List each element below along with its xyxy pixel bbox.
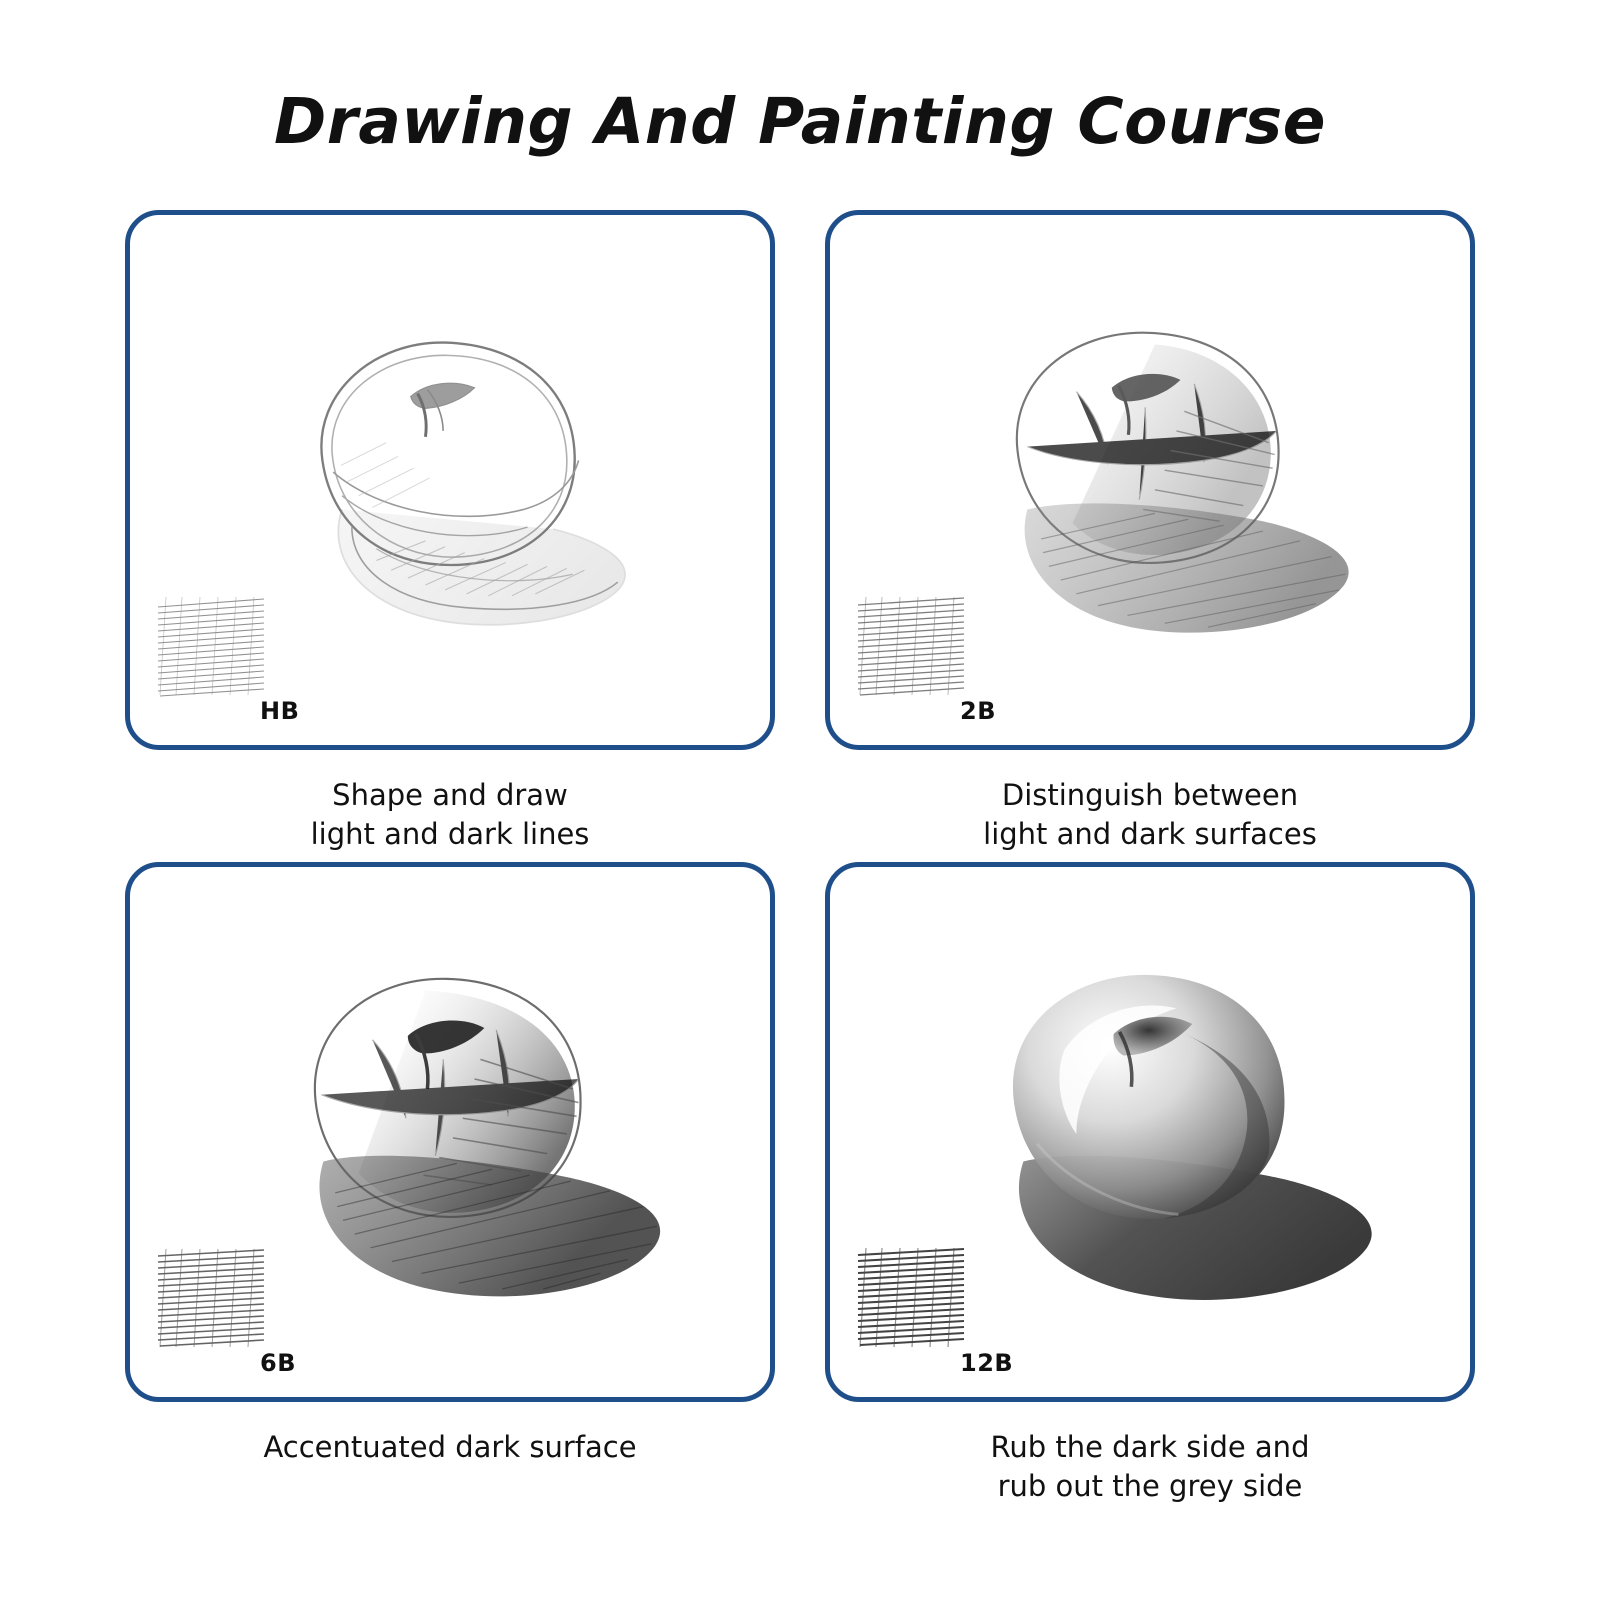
card-cell-hb xyxy=(100,210,800,862)
sketch-card-12b[interactable] xyxy=(825,862,1475,1402)
cards-grid xyxy=(0,210,1600,1514)
card-cell-12b xyxy=(800,862,1500,1514)
card-caption-2b xyxy=(983,776,1317,862)
caption-line-2: light and dark lines xyxy=(310,817,590,852)
card-caption-6b xyxy=(263,1428,636,1514)
sketch-card-6b[interactable] xyxy=(125,862,775,1402)
pencil-grade-label: HB xyxy=(260,697,300,725)
card-caption-12b xyxy=(991,1428,1310,1514)
caption-line-2: light and dark surfaces xyxy=(983,817,1317,852)
pencil-grade-label: 2B xyxy=(960,697,996,725)
caption-line-1: Shape and draw xyxy=(332,778,568,812)
sketch-card-2b[interactable] xyxy=(825,210,1475,750)
caption-line-2: rub out the grey side xyxy=(997,1469,1303,1504)
pencil-shading-swatch-2b xyxy=(852,593,972,701)
card-caption-hb xyxy=(311,776,590,862)
page-title: Drawing And Painting Course xyxy=(273,85,1327,158)
pencil-shading-swatch-12b xyxy=(852,1245,972,1353)
card-cell-6b xyxy=(100,862,800,1514)
caption-line-1: Distinguish between xyxy=(1001,778,1299,812)
pencil-shading-swatch-6b xyxy=(152,1245,272,1353)
pencil-shading-swatch-hb xyxy=(152,593,272,701)
card-cell-2b xyxy=(800,210,1500,862)
caption-line-1: Accentuated dark surface xyxy=(263,1430,637,1464)
pencil-grade-label: 12B xyxy=(960,1349,1014,1377)
pencil-grade-label: 6B xyxy=(260,1349,296,1377)
caption-line-1: Rub the dark side and xyxy=(990,1430,1310,1464)
sketch-card-hb[interactable] xyxy=(125,210,775,750)
